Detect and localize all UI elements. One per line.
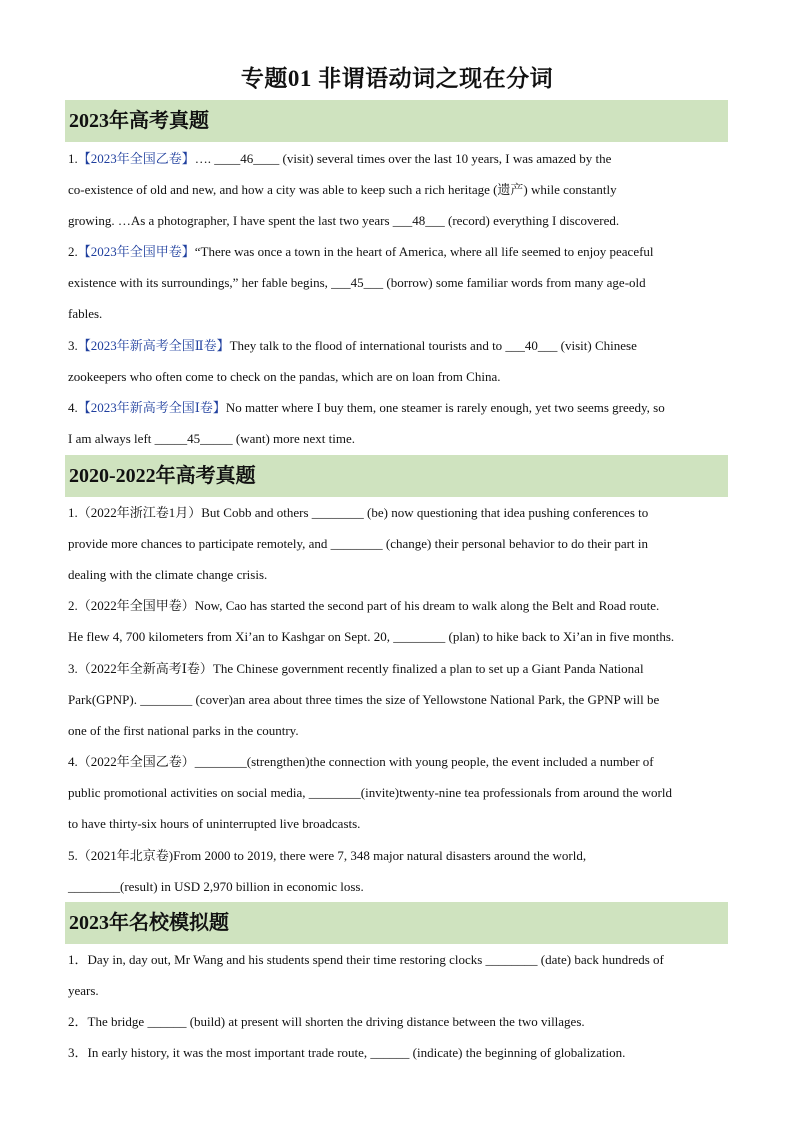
question-text: …. ____46____ (visit) several times over the last 10 years, I was amazed by the bbox=[194, 151, 612, 166]
question-line bbox=[68, 330, 733, 361]
question-item bbox=[68, 1006, 733, 1037]
question-line bbox=[68, 590, 733, 621]
question-text: “There was once a town in the heart of America, where all life seemed to enjoy peaceful bbox=[194, 244, 654, 259]
section-heading-2023-mock: 2023年名校模拟题 bbox=[65, 902, 728, 944]
question-source: （2022年全新高考Ⅰ卷） bbox=[77, 661, 213, 676]
question-line: public promotional activities on social media, ________(invite)twenty-nine tea professionals from around the world bbox=[68, 785, 672, 800]
question-item bbox=[68, 840, 733, 902]
question-line bbox=[68, 944, 733, 975]
question-line: He flew 4, 700 kilometers from Xi’an to Kashgar on Sept. 20, ________ (plan) to hike back to Xi’an in five months. bbox=[68, 629, 675, 644]
question-number: 3. bbox=[68, 338, 78, 353]
question-line: ________(result) in USD 2,970 billion in economic loss. bbox=[68, 879, 364, 894]
question-item bbox=[68, 236, 733, 329]
question-line: one of the first national parks in the country. bbox=[68, 723, 299, 738]
question-text: Now, Cao has started the second part of his dream to walk along the Belt and Road route. bbox=[194, 598, 660, 613]
question-item bbox=[68, 1037, 733, 1068]
section-heading-2023-exam: 2023年高考真题 bbox=[65, 100, 728, 142]
question-item bbox=[68, 653, 733, 746]
question-item bbox=[68, 944, 733, 1006]
question-item bbox=[68, 746, 733, 839]
question-number: 1. bbox=[68, 151, 78, 166]
question-number: 5. bbox=[68, 848, 78, 863]
question-text: The Chinese government recently finalized a plan to set up a Giant Panda National bbox=[212, 661, 644, 676]
question-line bbox=[68, 746, 733, 777]
question-number: 2. bbox=[68, 598, 78, 613]
question-line: provide more chances to participate remotely, and ________ (change) their personal behavior to do their part in bbox=[68, 536, 648, 551]
question-number: 2. bbox=[68, 244, 78, 259]
question-line: dealing with the climate change crisis. bbox=[68, 567, 268, 582]
question-number: 1． bbox=[68, 952, 88, 967]
question-source: （2022年全国甲卷） bbox=[77, 598, 195, 613]
question-line: years. bbox=[68, 983, 99, 998]
question-item bbox=[68, 143, 733, 236]
question-text: ________(strengthen)the connection with young people, the event included a number of bbox=[194, 754, 654, 769]
question-number: 2． bbox=[68, 1014, 88, 1029]
question-line bbox=[68, 497, 733, 528]
question-text: They talk to the flood of international tourists and to ___40___ (visit) Chinese bbox=[229, 338, 637, 353]
question-item bbox=[68, 330, 733, 392]
question-source: （2022年浙江卷1月） bbox=[77, 505, 202, 520]
question-line bbox=[68, 653, 733, 684]
question-text: No matter where I buy them, one steamer is rarely enough, yet two seems greedy, so bbox=[225, 400, 665, 415]
question-line: fables. bbox=[68, 306, 103, 321]
question-line bbox=[68, 236, 733, 267]
question-line: existence with its surroundings,” her fable begins, ___45___ (borrow) some familiar words from many age-old bbox=[68, 275, 646, 290]
question-line bbox=[68, 1006, 733, 1037]
question-line bbox=[68, 1037, 733, 1068]
question-number: 3． bbox=[68, 1045, 88, 1060]
question-line bbox=[68, 840, 733, 871]
question-number: 3. bbox=[68, 661, 78, 676]
question-number: 1. bbox=[68, 505, 78, 520]
question-item bbox=[68, 497, 733, 590]
question-line: Park(GPNP). ________ (cover)an area about three times the size of Yellowstone National Park, the GPNP will be bbox=[68, 692, 660, 707]
question-line bbox=[68, 392, 733, 423]
question-item bbox=[68, 392, 733, 454]
question-source: （2021年北京卷) bbox=[77, 848, 174, 863]
question-text: Day in, day out, Mr Wang and his students spend their time restoring clocks ________ (date) back hundreds of bbox=[87, 952, 664, 967]
question-text: In early history, it was the most important trade route, ______ (indicate) the beginning of globalization. bbox=[87, 1045, 626, 1060]
question-text: But Cobb and others ________ (be) now questioning that idea pushing conferences to bbox=[201, 505, 649, 520]
question-line: zookeepers who often come to check on the pandas, which are on loan from China. bbox=[68, 369, 501, 384]
question-text: The bridge ______ (build) at present will shorten the driving distance between the two villages. bbox=[87, 1014, 585, 1029]
question-source: 【2023年新高考全国Ⅱ卷】 bbox=[77, 338, 230, 353]
question-line bbox=[68, 143, 733, 174]
question-line: co-existence of old and new, and how a city was able to keep such a rich heritage (遗产) while constantly bbox=[68, 182, 617, 197]
question-number: 4. bbox=[68, 754, 78, 769]
question-source: （2022年全国乙卷） bbox=[77, 754, 195, 769]
question-item bbox=[68, 590, 733, 652]
page-title: 专题01 非谓语动词之现在分词 bbox=[240, 66, 554, 91]
question-line: growing. …As a photographer, I have spent the last two years ___48___ (record) everything I discovered. bbox=[68, 213, 620, 228]
question-text: From 2000 to 2019, there were 7, 348 major natural disasters around the world, bbox=[173, 848, 587, 863]
section-heading-2020-2022-exam: 2020-2022年高考真题 bbox=[65, 455, 728, 497]
question-source: 【2023年新高考全国Ⅰ卷】 bbox=[77, 400, 226, 415]
question-line: to have thirty-six hours of uninterrupted live broadcasts. bbox=[68, 816, 361, 831]
question-number: 4. bbox=[68, 400, 78, 415]
question-source: 【2023年全国乙卷】 bbox=[77, 151, 195, 166]
question-line: I am always left _____45_____ (want) more next time. bbox=[68, 431, 356, 446]
question-source: 【2023年全国甲卷】 bbox=[77, 244, 195, 259]
